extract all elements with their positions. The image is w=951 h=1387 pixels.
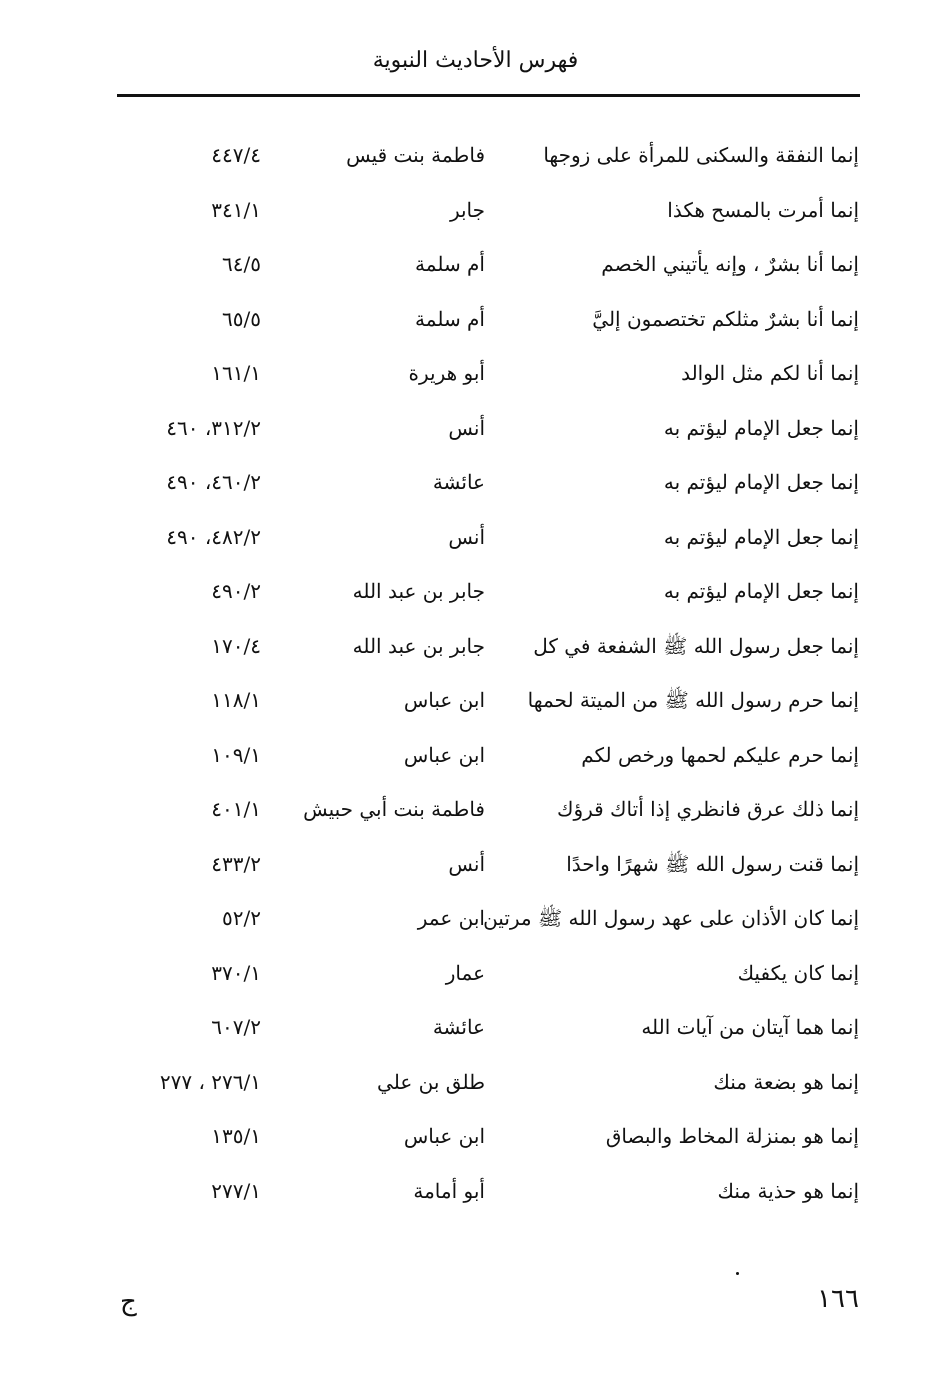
narrator-name: ابن عمر xyxy=(417,906,485,930)
index-row xyxy=(0,782,951,837)
hadith-text: إنما هو حذية منك xyxy=(717,1178,859,1203)
narrator-name: ابن عباس xyxy=(403,742,485,767)
narrator-name: أبو أمامة xyxy=(413,1178,485,1203)
hadith-text: إنما حرم رسول الله ﷺ من الميتة لحمها xyxy=(527,688,859,712)
narrator-name: أنس xyxy=(448,851,485,876)
volume-page-reference: ٤٣٣/٢ xyxy=(211,851,261,876)
signature-mark: ج xyxy=(120,1287,137,1317)
index-row xyxy=(0,455,951,510)
volume-page-reference: ١٧٠/٤ xyxy=(211,633,261,658)
hadith-text: إنما جعل الإمام ليؤتم به xyxy=(663,470,859,494)
index-row xyxy=(0,619,951,674)
volume-page-reference: ٣٤١/١ xyxy=(211,197,261,222)
index-row xyxy=(0,401,951,456)
narrator-name: جابر xyxy=(449,197,485,222)
index-row xyxy=(0,564,951,619)
index-row xyxy=(0,1164,951,1219)
page-number: ١٦٦ xyxy=(817,1284,859,1314)
header-divider xyxy=(117,94,860,97)
hadith-text: إنما حرم عليكم لحمها ورخص لكم xyxy=(581,742,859,767)
hadith-text: إنما أنا بشرٌ ، وإنه يأتيني الخصم xyxy=(601,252,859,276)
volume-page-reference: ٣١٢/٢، ٤٦٠ xyxy=(166,415,261,440)
index-row xyxy=(0,237,951,292)
hadith-text: إنما هو بمنزلة المخاط والبصاق xyxy=(605,1124,859,1148)
hadith-text: إنما كان يكفيك xyxy=(737,960,859,985)
narrator-name: عائشة xyxy=(432,1015,485,1039)
narrator-name: أم سلمة xyxy=(415,306,485,331)
hadith-text: إنما أنا لكم مثل الوالد xyxy=(681,361,859,385)
volume-page-reference: ٤٤٧/٤ xyxy=(211,143,261,167)
index-row xyxy=(0,1109,951,1164)
index-row xyxy=(0,946,951,1001)
narrator-name: فاطمة بنت قيس xyxy=(346,143,485,167)
volume-page-reference: ١٠٩/١ xyxy=(211,742,261,767)
narrator-name: جابر بن عبد الله xyxy=(352,633,485,658)
hadith-text: إنما هو بضعة منك xyxy=(713,1069,859,1094)
volume-page-reference: ٢٧٦/١ ، ٢٧٧ xyxy=(159,1069,261,1094)
print-speck xyxy=(736,1272,739,1275)
narrator-name: أم سلمة xyxy=(415,252,485,276)
volume-page-reference: ٤٩٠/٢ xyxy=(211,579,261,603)
narrator-name: أبو هريرة xyxy=(408,361,485,385)
index-row xyxy=(0,1055,951,1110)
narrator-name: أنس xyxy=(448,415,485,440)
volume-page-reference: ٤٦٠/٢، ٤٩٠ xyxy=(166,470,261,494)
volume-page-reference: ١١٨/١ xyxy=(211,688,261,712)
hadith-text: إنما أمرت بالمسح هكذا xyxy=(667,197,859,222)
hadith-text: إنما أنا بشرٌ مثلكم تختصمون إليَّ xyxy=(592,306,859,331)
hadith-text: إنما ذلك عرق فانظري إذا أتاك قرؤك xyxy=(556,797,859,821)
narrator-name: عمار xyxy=(445,960,485,985)
narrator-name: عائشة xyxy=(432,470,485,494)
volume-page-reference: ٦٠٧/٢ xyxy=(211,1015,261,1039)
hadith-text: إنما هما آيتان من آيات الله xyxy=(641,1015,859,1039)
volume-page-reference: ٦٥/٥ xyxy=(222,306,261,331)
index-row xyxy=(0,128,951,183)
narrator-name: فاطمة بنت أبي حبيش xyxy=(303,797,485,821)
index-row xyxy=(0,183,951,238)
volume-page-reference: ٥٢/٢ xyxy=(222,906,261,930)
volume-page-reference: ٢٧٧/١ xyxy=(211,1178,261,1203)
hadith-text: إنما جعل الإمام ليؤتم به xyxy=(663,524,859,549)
hadith-index-list xyxy=(0,128,951,1218)
volume-page-reference: ٤٠١/١ xyxy=(211,797,261,821)
page-header-title: فهرس الأحاديث النبوية xyxy=(372,48,579,73)
narrator-name: جابر بن عبد الله xyxy=(352,579,485,603)
index-row xyxy=(0,673,951,728)
hadith-text: إنما جعل رسول الله ﷺ الشفعة في كل xyxy=(533,633,859,658)
index-row xyxy=(0,728,951,783)
index-row xyxy=(0,292,951,347)
index-row xyxy=(0,837,951,892)
index-row xyxy=(0,891,951,946)
narrator-name: ابن عباس xyxy=(403,1124,485,1148)
index-row xyxy=(0,510,951,565)
volume-page-reference: ١٦١/١ xyxy=(211,361,261,385)
hadith-text: إنما كان الأذان على عهد رسول الله ﷺ مرتين xyxy=(483,906,859,930)
volume-page-reference: ٦٤/٥ xyxy=(222,252,261,276)
volume-page-reference: ١٣٥/١ xyxy=(211,1124,261,1148)
index-row xyxy=(0,1000,951,1055)
volume-page-reference: ٣٧٠/١ xyxy=(211,960,261,985)
index-row xyxy=(0,346,951,401)
hadith-text: إنما قنت رسول الله ﷺ شهرًا واحدًا xyxy=(566,851,859,876)
hadith-text: إنما جعل الإمام ليؤتم به xyxy=(663,579,859,603)
narrator-name: أنس xyxy=(448,524,485,549)
hadith-text: إنما النفقة والسكنى للمرأة على زوجها xyxy=(543,143,859,167)
narrator-name: طلق بن علي xyxy=(377,1069,485,1094)
narrator-name: ابن عباس xyxy=(403,688,485,712)
volume-page-reference: ٤٨٢/٢، ٤٩٠ xyxy=(166,524,261,549)
hadith-text: إنما جعل الإمام ليؤتم به xyxy=(663,415,859,440)
